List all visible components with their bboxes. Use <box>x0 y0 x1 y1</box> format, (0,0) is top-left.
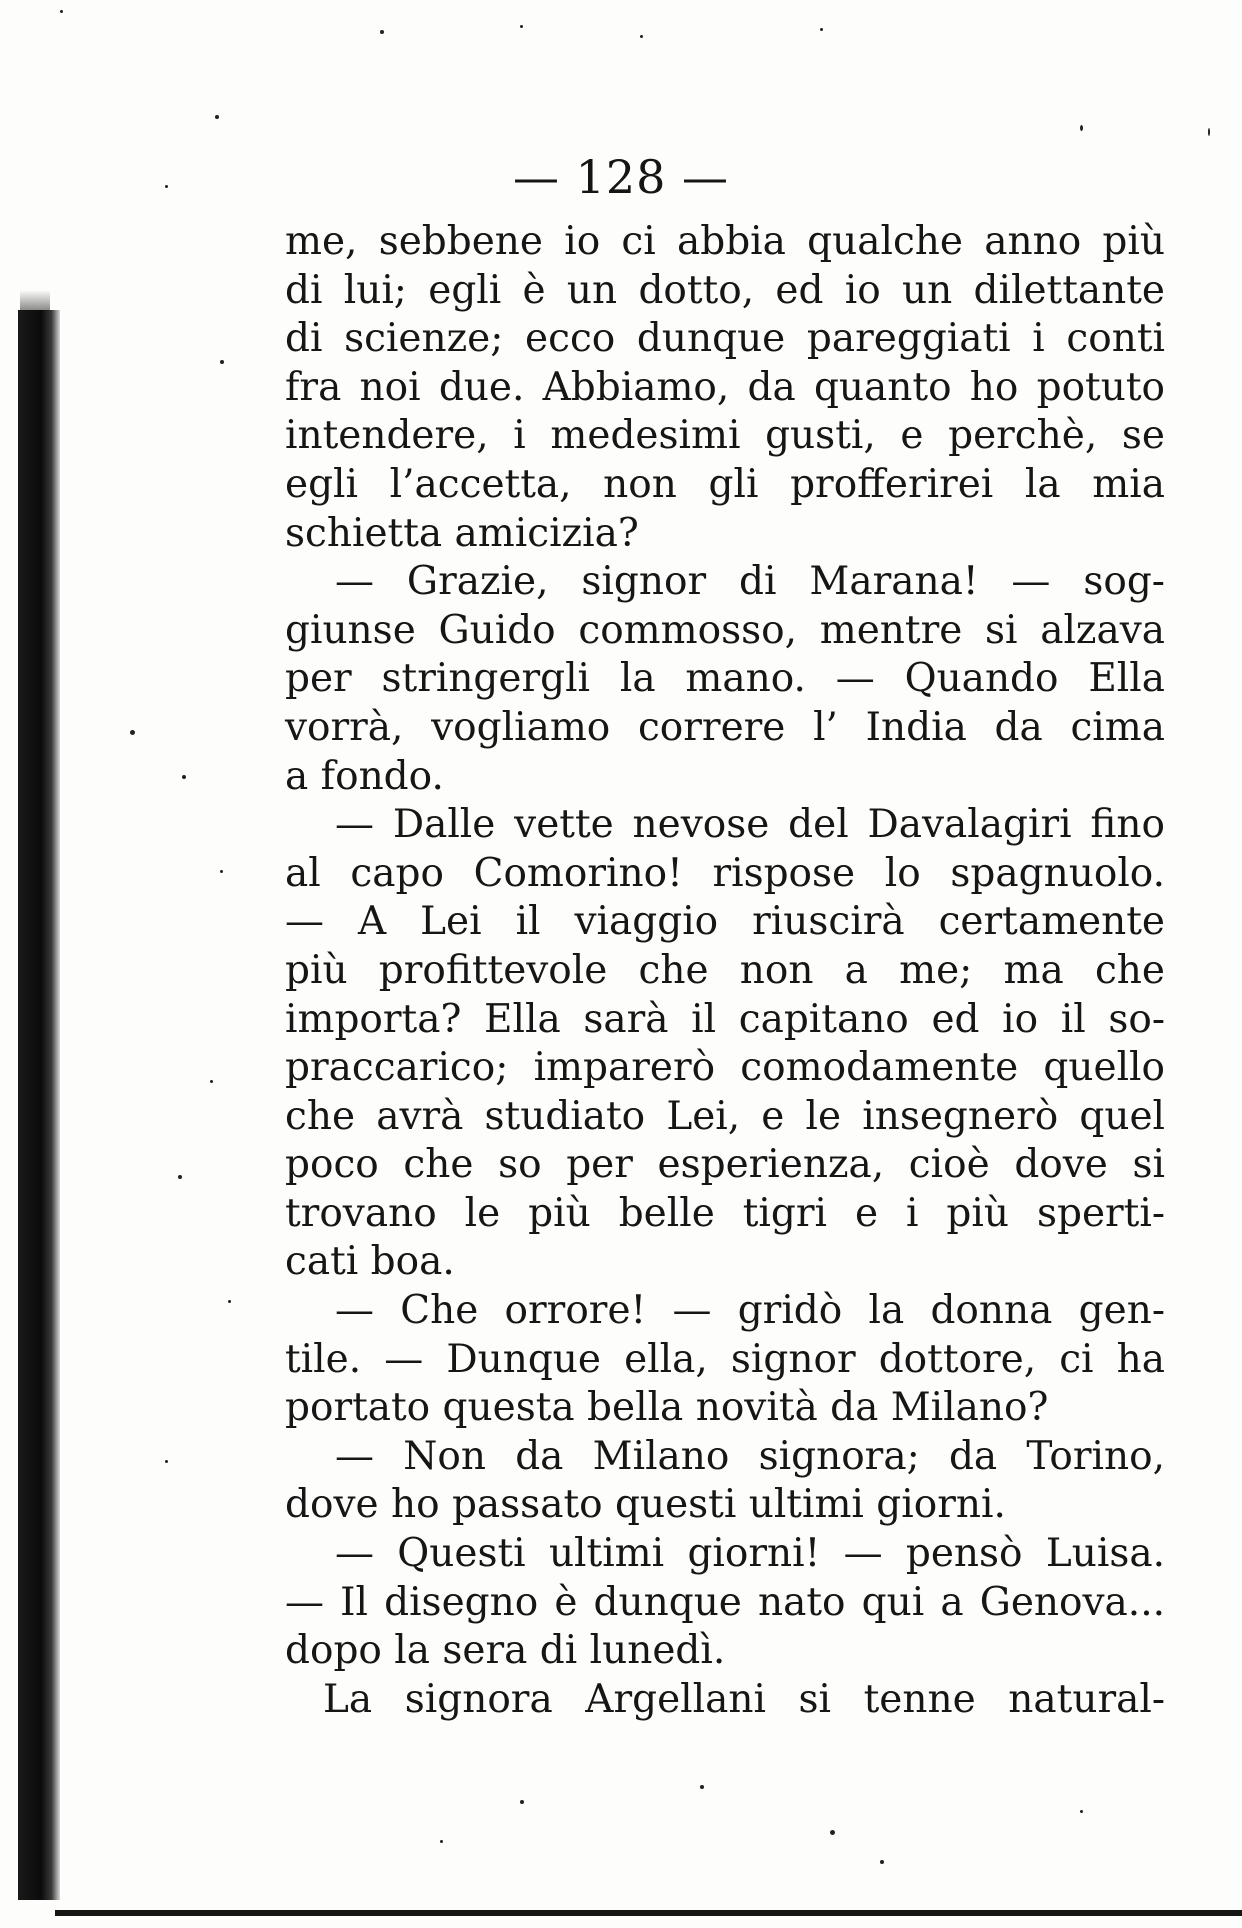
scan-speck <box>1080 125 1083 131</box>
text-line: cati boa. <box>285 1239 455 1285</box>
scan-speck <box>1208 128 1210 136</box>
text-line: giunse Guido commosso, mentre si alzava <box>285 607 1165 653</box>
text-line: La signora Argellani si tenne natural- <box>323 1676 1165 1722</box>
scan-speck <box>520 1800 524 1804</box>
text-line: egli l’accetta, non gli profferirei la mia <box>285 461 1165 507</box>
text-line: — Dalle vette nevose del Davalagiri fino <box>335 802 1165 848</box>
text-line: — Grazie, signor di Marana! — sog- <box>335 559 1165 605</box>
text-line: — Questi ultimi giorni! — pensò Luisa. <box>335 1531 1165 1577</box>
text-line: — Il disegno è dunque nato qui a Genova... <box>285 1579 1165 1625</box>
text-line: di lui; egli è un dotto, ed io un dilettante <box>285 267 1165 313</box>
text-line: vorrà, vogliamo correre l’ India da cima <box>285 704 1165 750</box>
page-number: — 128 — <box>512 150 730 204</box>
bottom-edge-rule <box>55 1910 1242 1916</box>
text-line: dopo la sera di lunedì. <box>285 1628 726 1674</box>
scan-speck <box>880 1860 884 1864</box>
scan-speck <box>60 10 63 13</box>
text-line: me, sebbene io ci abbia qualche anno più <box>285 219 1165 264</box>
scan-speck <box>178 1175 182 1179</box>
scan-speck <box>130 730 135 735</box>
text-line: portato questa bella novità da Milano? <box>285 1385 1049 1431</box>
text-line: tile. — Dunque ella, signor dottore, ci ha <box>285 1336 1165 1382</box>
text-line: trovano le più belle tigri e i più sperti- <box>285 1190 1165 1236</box>
text-line: intendere, i medesimi gusti, e perchè, se <box>285 413 1165 459</box>
text-line: schietta amicizia? <box>285 510 639 556</box>
scan-speck <box>380 30 384 34</box>
text-line: poco che so per esperienza, cioè dove si <box>285 1142 1165 1188</box>
scan-speck <box>215 115 219 119</box>
scan-speck <box>830 1830 835 1835</box>
scan-speck <box>182 775 186 779</box>
body-text <box>285 218 1165 1724</box>
scan-speck <box>210 1080 213 1083</box>
text-line: che avrà studiato Lei, e le insegnerò quel <box>285 1093 1165 1139</box>
scan-speck <box>220 870 223 873</box>
text-line: per stringergli la mano. — Quando Ella <box>285 656 1165 702</box>
text-line: dove ho passato questi ultimi giorni. <box>285 1482 1006 1528</box>
scan-speck <box>520 25 523 28</box>
scan-speck <box>640 35 643 38</box>
scan-speck <box>440 1840 443 1843</box>
scan-speck <box>700 1785 704 1789</box>
text-line: a fondo. <box>285 753 444 799</box>
text-line: al capo Comorino! rispose lo spagnuolo. <box>285 850 1165 896</box>
text-line: più profittevole che non a me; ma che <box>285 947 1165 993</box>
scan-speck <box>820 28 823 31</box>
text-line: importa? Ella sarà il capitano ed io il so- <box>285 996 1165 1042</box>
scan-speck <box>1080 1810 1083 1813</box>
text-line: fra noi due. Abbiamo, da quanto ho potuto <box>285 364 1165 410</box>
text-line: — A Lei il viaggio riuscirà certamente <box>285 899 1165 945</box>
text-line: — Che orrore! — gridò la donna gen- <box>335 1288 1165 1334</box>
binding-shadow <box>18 310 60 1900</box>
text-line: — Non da Milano signora; da Torino, <box>335 1433 1165 1479</box>
scan-speck <box>165 1460 168 1463</box>
scan-speck <box>228 1300 231 1303</box>
text-line: praccarico; imparerò comodamente quello <box>285 1045 1165 1091</box>
text-line: di scienze; ecco dunque pareggiati i conti <box>285 316 1165 362</box>
scan-speck <box>220 360 224 364</box>
